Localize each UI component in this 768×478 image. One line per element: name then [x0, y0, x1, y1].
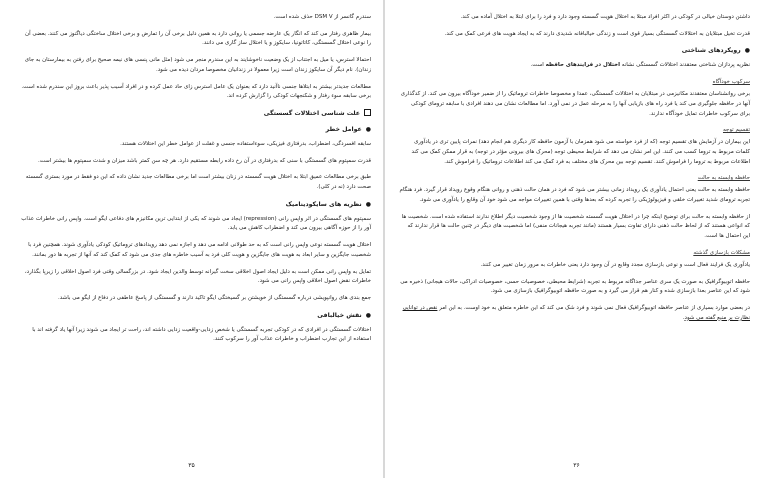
paragraph: جمع بندی های روانپویشی درباره گسستگی از خویشتن بر گسیختگی ایگو تاکید دارند و گسستگی از پاسخ عاطفی در دفاع از ایگو می باشد.: [58, 294, 371, 301]
paragraph: بیمار ظاهری رفتار می کند که انگار یک عارضه جسمی یا روانی دارد به همین دلیل برخی آن را تمارض و برخی اختلال ساختگی دیاگنوز می کنند. بعضی آن را نوعی اختلال گسستگی، کاتاتونیا، سایکوز و یا اختلال ساز گاری می دانند.: [25, 30, 371, 47]
paragraph: قدرت سمپتوم های گسستگی با سنی که بدرفتاری در آن رخ داده رابطه مستقیم دارد. هر چه سن کمتر باشد میزان و شدت سمپتوم ها بیشتر است.: [37, 157, 371, 164]
paragraph: [399, 61, 750, 71]
paragraph: سمپتوم های گسستگی در اثر واپس رانی (repression) ایجاد می شوند که یکی از ابتدایی ترین مکانیزم های دفاعی ایگو است. واپس رانی خاطرات عذاب آور را از حوزه آگاهی بیرون می کند و اضطراب کاهش می یابد.: [21, 215, 371, 232]
paragraph: اختلالات گسستگی در افرادی که در کودکی تجربه گسستگی یا شخص زدایی-واقعیت زدایی داشته اند، راحت تر ایجاد می شوند زیرا آنها یاد گرفته اند با استفاده از این تجارب اضطراب و خاطرات عذاب آور را سرکوب کنند.: [32, 326, 371, 343]
minor-heading: سرکوب خودآگاه: [712, 79, 750, 86]
paragraph: داشتن دوستان خیالی در کودکی در اکثر افراد مبتلا به اختلال هویت گسسته وجود دارد و فرد را برای ابتلا به اختلال آماده می کند.: [460, 14, 750, 20]
page-number: ۳۵: [188, 462, 195, 469]
checkbox-square-icon: [364, 109, 371, 116]
paragraph: از حافظه وابسته به حالت برای توضیح اینکه چرا در اختلال هویت گسسته شخصیت ها از وجود شخصیت دیگر اطلاع ندارند استفاده شده است. شخصیت ها که انواعی هستند که از لحاظ حالت ذهنی دارای تفاوت بسیار هستند (مانند تجربه هیجانات منفی) اما شخصیت های دیگر در چنین حالت ها قرار ندارند که این احتمال ها است.: [401, 213, 750, 240]
heading-text: رویکردهای شناختی: [681, 47, 741, 55]
subsection-heading-psychodynamic: [20, 200, 371, 210]
section-heading-etiology: [20, 109, 371, 119]
subsection-heading-imagination: [20, 311, 371, 321]
text-run: .: [682, 314, 685, 321]
paragraph: حافظه اتوبیوگرافیک به صورت یک سری عناصر جداگانه مربوط به تجربه (شرایط محیطی، خصوصیات حسی، خصوصیات ادراکی، حالات هیجانی) ذخیره می شود که این عناصر بعدا بازسازی شده و کنار هم قرار می گیرد و به صورت حافظه اتوبیوگرافیک بازسازی می شود.: [400, 278, 750, 295]
left-page: [0, 0, 383, 478]
bullet-icon: ●: [744, 47, 750, 55]
subsection-heading-cognitive: [399, 46, 750, 56]
subsection-heading-risk-factors: [20, 125, 371, 135]
paragraph: تمایل به واپس رانی ممکن است به دلیل ایجاد اصول اخلاقی سخت گیرانه توسط والدین ایجاد شود. در بزرگسالی وقتی فرد اصول اخلاقی را زیرپا بگذارد، خاطرات نقض اصول اخلاقی واپس رانی می شود.: [24, 268, 371, 285]
heading-text: علت شناسی اختلالات گسستگی: [263, 109, 360, 117]
right-page: [385, 0, 768, 478]
paragraph: سندرم گانسر از DSM V حذف شده است.: [273, 14, 371, 20]
minor-heading: حافظه وابسته به حالت: [697, 175, 750, 182]
text-run: در بعضی موارد بسیاری از عناصر حافظه اتوبیوگرافیک فعال نمی شوند و فرد شک می کند که این خاطره متعلق به خود اوست. به این امر: [437, 304, 750, 311]
text-run: است.: [530, 62, 546, 69]
minor-heading: تقسیم توجه: [722, 127, 750, 134]
paragraph: یادآوری یک فرایند فعال است و نوعی بازسازی مجدد وقایع در آن وجود دارد یعنی خاطرات به مرور زمان تغییر می کنند.: [480, 261, 750, 268]
bullet-icon: ●: [365, 125, 371, 133]
emphasis-text: اختلال در فرایندهای حافظه: [545, 62, 621, 69]
bullet-icon: ●: [365, 200, 371, 208]
paragraph: قدرت تخیل مبتلایان به اختلالات گسستگی بسیار قوی است و زندگی خیالبافانه شدیدی دارند که به ایجاد هویت های فرعی کمک می کند.: [444, 30, 750, 37]
heading-text: عوامل خطر: [325, 125, 362, 133]
bullet-icon: ●: [365, 311, 371, 319]
paragraph: اختلال هویت گسسته نوعی واپس رانی است که به حد طولانی ادامه می دهد و اجازه نمی دهد رویدادهای تروماتیک کودکی یادآوری شوند. همچنین فرد با شخصیت جایگزین و سایر ابعاد به هویت های جایگزین و هویت کلی فرد به آسیب خاطره های جدی می شود که کمک کند که آنها از تجربه ها دور بمانند.: [28, 242, 371, 258]
minor-heading: مشکلات بازسازی گذشته: [693, 249, 750, 256]
paragraph: مطالعات جدیدتر بیشتر به ابتلاها جنسی ناآنید دارد که بعنوان یک عامل استرس زای حاد عمل کرده و در افراد آسیب پذیر باعث بروز این سندرم شده است. برخی سابقه سوء رفتار و شکنجهات کودکی را گزارش کرده اند.: [21, 83, 371, 100]
underlined-text: نقص در توانایی نظارت بر منبع گفته می شود: [402, 304, 750, 321]
paragraph: احتمالا استرس، یا میل به اجتناب از یک وضعیت ناخوشایند به این سندرم منجر می شود (مثل مانی پنسی های نیمه صحیح برای رفتن به بیمارستان به جای زندان). نام دیگر آن سایکوز زندان است زیرا معمولا در زندانیان مخصوصا مردان دیده می شود.: [24, 57, 371, 73]
heading-text: نظریه های سایکودینامیک: [285, 200, 362, 208]
page-number: ۳۶: [573, 462, 580, 469]
paragraph: [399, 304, 750, 323]
paragraph: این بیماران در آزمایش های تقسیم توجه (که از فرد خواسته می شود همزمان با آزمون حافظه کار دیگری هم انجام دهد) نمرات پایین تری در یادآوری کلمات مربوط به تروما کسب می کنند. این امر نشان می دهد که شرایط محیطی توجه (محرک های بیرونی مؤثر در توجه) به قرار ممکن کمک می کند اطلاعات مربوط به تروما را فراموش کنند. تقسیم توجه بین محرک های مختلف به فرد کمک می کند اطلاعات تروماتیک را فراموش کند.: [411, 139, 750, 165]
paragraph: حافظه وابسته به حالت یعنی احتمال یادآوری یک رویداد زمانی بیشتر می شود که فرد در همان حالت ذهنی و روانی هنگام وقوع رویداد قرار گیرد. فرد هنگام تجربه ترومای شدید تغییرات خلقی و فیزیولوژیکی را تجربه کرده که بعدها وقتی با همین تغییرات مواجه می شود خود آن وقایع را یادآوری می شود.: [399, 187, 750, 204]
text-run: نظریه پردازان شناختی معتقدند اختلالات گسستگی نشانه: [620, 62, 750, 69]
paragraph: برخی روانشناسان معتقدند مکانیزمی در مبتلایان به اختلالات گسستگی، عمدا و مخصوصا خاطرات تروماتیک را از ضمیر خودآگاه بیرون می کند. از کدگذاری آنها در حافظه جلوگیری می کند یا فرد راه های بازیابی آنها را به مرحله عمل در نمی آورد. اما مطالعات نشان می دهند افرادی با سابقه ترومای کودکی برای سرکوب خاطرات تمایل خودآگاه ندارند.: [400, 91, 750, 117]
paragraph: طبق برخی مطالعات عمیق ابتلا به اختلال هویت گسسته در زنان بیشتر است اما برخی مطالعات جدید نشان داده که این دو فقط در مورد بستری گسسته صحت دارد (نه در کلی).: [25, 174, 371, 191]
paragraph: سابقه افسردگی، اضطراب، بدرفتاری فیزیکی، سوءاستفاده جنسی و غفلت از عوامل خطر این اختلالات هستند.: [120, 140, 371, 147]
heading-text: نقش خیالبافی: [317, 311, 362, 319]
